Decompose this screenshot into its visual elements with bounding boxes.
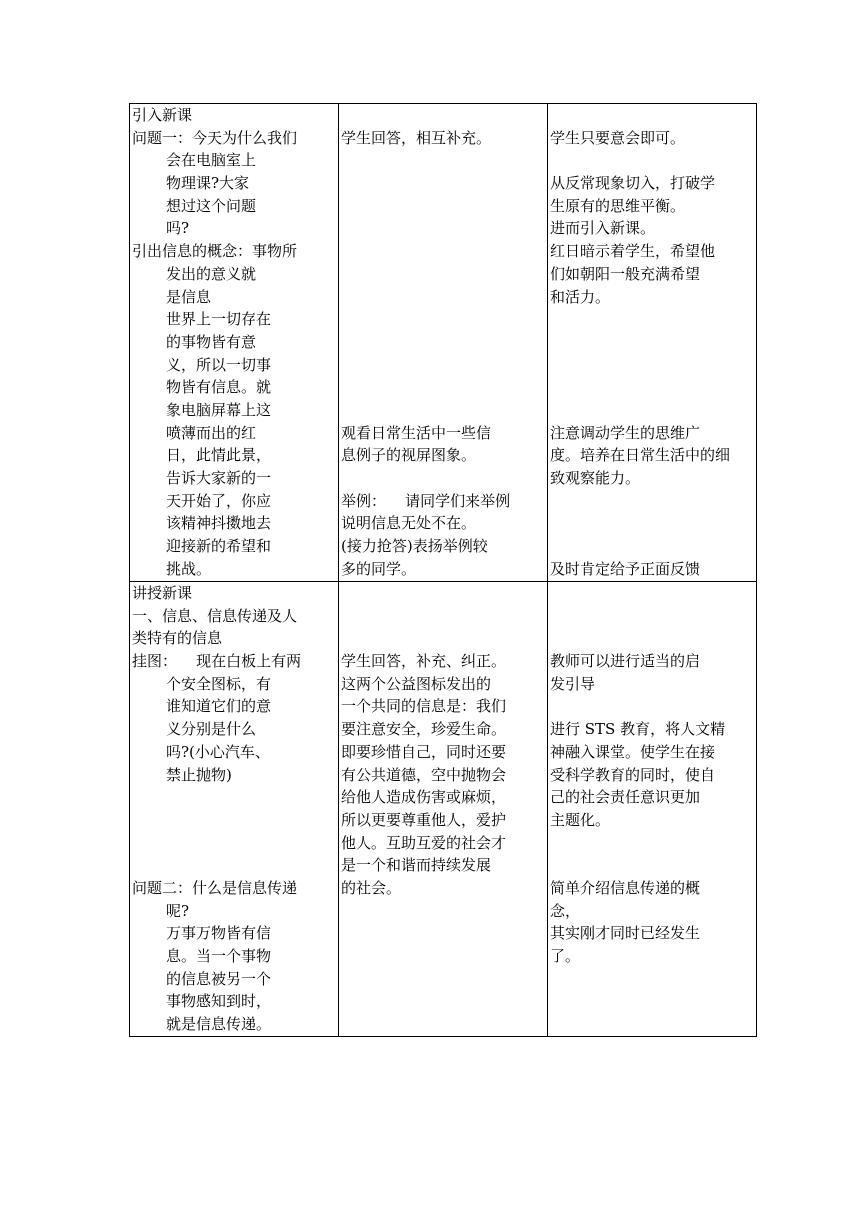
text-line: 神融入课堂。使学生在接 bbox=[550, 742, 716, 761]
text-line: 要注意安全，珍爱生命。 bbox=[341, 720, 507, 739]
text-line: 想过这个问题 bbox=[166, 196, 257, 215]
text-line: 学生只要意会即可。 bbox=[550, 128, 686, 147]
text-line bbox=[339, 354, 547, 377]
text-line: 及时肯定给予正面反馈 bbox=[550, 559, 701, 578]
text-line: 举例： 请同学们来举例 bbox=[341, 491, 511, 510]
text-line: 义分别是什么 bbox=[166, 720, 257, 739]
text-line: 该精神抖擞地去 bbox=[166, 514, 272, 533]
text-line: 引出信息的概念：事物所 bbox=[132, 242, 298, 261]
text-line: 注意调动学生的思维广 bbox=[550, 423, 701, 442]
text-line: 物皆有信息。就 bbox=[166, 378, 272, 397]
text-line bbox=[339, 990, 547, 1013]
text-line bbox=[548, 832, 756, 855]
text-line bbox=[548, 354, 756, 377]
design-intent-cell bbox=[548, 104, 757, 582]
text-line: 是信息 bbox=[166, 287, 212, 306]
text-line: 简单介绍信息传递的概 bbox=[550, 878, 701, 897]
text-line: 说明信息无处不在。 bbox=[341, 514, 477, 533]
text-line: 就是信息传递。 bbox=[166, 1015, 272, 1034]
text-line: 问题二：什么是信息传递 bbox=[132, 878, 298, 897]
text-line: 物理课?大家 bbox=[166, 174, 250, 193]
text-line: 类特有的信息 bbox=[132, 629, 223, 648]
text-line: 即要珍惜自己，同时还要 bbox=[341, 742, 507, 761]
text-line bbox=[339, 240, 547, 263]
text-line: 象电脑屏幕上这 bbox=[166, 400, 272, 419]
text-line: 其实刚才同时已经发生 bbox=[550, 924, 701, 943]
text-line bbox=[339, 945, 547, 968]
text-line: 学生回答，补充、纠正。 bbox=[341, 652, 507, 671]
text-line: 的社会。 bbox=[341, 878, 402, 897]
text-line: 迎接新的希望和 bbox=[166, 537, 272, 556]
text-line: 教师可以进行适当的启 bbox=[550, 652, 701, 671]
text-line: 万事万物皆有信 bbox=[166, 924, 272, 943]
text-line bbox=[339, 195, 547, 218]
text-line: 问题一：今天为什么我们 bbox=[132, 128, 298, 147]
text-line: 喷薄而出的红 bbox=[166, 423, 257, 442]
text-line bbox=[339, 922, 547, 945]
text-line: 有公共道德，空中抛物会 bbox=[341, 765, 507, 784]
text-line bbox=[339, 308, 547, 331]
text-line: 观看日常生活中一些信 bbox=[341, 423, 492, 442]
text-line: 生原有的思维平衡。 bbox=[550, 196, 686, 215]
text-line: 日，此情此景， bbox=[166, 446, 272, 465]
text-line bbox=[548, 695, 756, 718]
text-line: 挑战。 bbox=[166, 559, 212, 578]
text-line bbox=[548, 968, 756, 991]
text-line: 吗? bbox=[166, 219, 190, 238]
text-line: 世界上一切存在 bbox=[166, 310, 272, 329]
text-line bbox=[339, 217, 547, 240]
table-row bbox=[130, 104, 757, 582]
text-line: 的事物皆有意 bbox=[166, 332, 257, 351]
text-line: 所以更要尊重他人，爱护 bbox=[341, 810, 507, 829]
text-line: 告诉大家新的一 bbox=[166, 469, 272, 487]
text-line bbox=[548, 582, 756, 605]
text-line: 他人。互助互爱的社会才 bbox=[341, 833, 507, 852]
teacher-activity-cell bbox=[130, 582, 339, 1037]
text-line bbox=[339, 900, 547, 923]
text-line bbox=[339, 331, 547, 354]
text-line: 从反常现象切入，打破学 bbox=[550, 174, 716, 193]
text-line: 给他人造成伤害或麻烦， bbox=[341, 788, 507, 807]
text-line: 进而引入新课。 bbox=[550, 219, 656, 238]
text-line bbox=[548, 535, 756, 558]
text-line: 红日暗示着学生，希望他 bbox=[550, 242, 716, 261]
text-line bbox=[548, 308, 756, 331]
text-line: 的信息被另一个 bbox=[166, 969, 272, 988]
text-line bbox=[339, 968, 547, 991]
text-line: 挂图： 现在白板上有两 bbox=[132, 652, 302, 671]
text-line bbox=[339, 605, 547, 628]
text-line bbox=[130, 809, 338, 832]
text-line bbox=[548, 399, 756, 422]
text-line bbox=[548, 605, 756, 628]
text-line: 发出的意义就 bbox=[166, 264, 257, 283]
text-line: 己的社会责任意识更加 bbox=[550, 788, 701, 807]
text-line: 个安全图标，有 bbox=[166, 674, 272, 693]
text-line: 度。培养在日常生活中的细 bbox=[550, 446, 731, 465]
text-line bbox=[548, 512, 756, 535]
text-line bbox=[339, 582, 547, 605]
text-line: 讲授新课 bbox=[132, 584, 193, 602]
text-line bbox=[339, 399, 547, 422]
text-line: 一、信息、信息传递及人 bbox=[132, 606, 298, 625]
design-intent-cell bbox=[548, 582, 757, 1037]
text-line: 呢? bbox=[166, 901, 190, 920]
text-line bbox=[548, 990, 756, 1013]
text-line: 发引导 bbox=[550, 674, 596, 693]
text-line bbox=[339, 1013, 547, 1036]
text-line: 们如朝阳一般充满希望 bbox=[550, 264, 701, 283]
text-line: 致观察能力。 bbox=[550, 469, 641, 487]
text-line: 天开始了，你应 bbox=[166, 491, 272, 510]
table-row bbox=[130, 582, 757, 1037]
text-line: 谁知道它们的意 bbox=[166, 697, 272, 716]
text-line: 禁止抛物) bbox=[166, 765, 232, 784]
text-line: 了。 bbox=[550, 947, 581, 965]
text-line: 会在电脑室上 bbox=[166, 151, 257, 170]
text-line: 念， bbox=[550, 901, 581, 920]
text-line: 吗?(小心汽车、 bbox=[166, 742, 270, 761]
text-line bbox=[339, 467, 547, 490]
text-line: 受科学教育的同时，使自 bbox=[550, 765, 716, 784]
text-line bbox=[339, 149, 547, 172]
text-line: 息。当一个事物 bbox=[166, 947, 272, 965]
text-line: 多的同学。 bbox=[341, 559, 417, 578]
text-line bbox=[548, 854, 756, 877]
text-line: 一个共同的信息是：我们 bbox=[341, 697, 507, 716]
student-activity-cell bbox=[339, 104, 548, 582]
text-line: 进行 STS 教育，将人文精 bbox=[550, 720, 726, 739]
text-line: 这两个公益图标发出的 bbox=[341, 674, 492, 693]
text-line bbox=[339, 263, 547, 286]
text-line: 主题化。 bbox=[550, 810, 611, 829]
text-line bbox=[339, 286, 547, 309]
text-line: 事物感知到时， bbox=[166, 992, 272, 1011]
text-line: 学生回答，相互补充。 bbox=[341, 128, 492, 147]
teacher-activity-cell bbox=[130, 104, 339, 582]
text-line bbox=[548, 376, 756, 399]
lesson-plan-table bbox=[129, 103, 757, 1037]
text-line bbox=[548, 104, 756, 127]
text-line bbox=[339, 376, 547, 399]
student-activity-cell bbox=[339, 582, 548, 1037]
text-line bbox=[130, 854, 338, 877]
table-body bbox=[130, 104, 757, 1037]
text-line bbox=[339, 172, 547, 195]
text-line bbox=[548, 149, 756, 172]
text-line bbox=[548, 1013, 756, 1036]
text-line: 和活力。 bbox=[550, 287, 611, 306]
text-line bbox=[130, 832, 338, 855]
text-line: 引入新课 bbox=[132, 106, 193, 124]
text-line bbox=[339, 627, 547, 650]
text-line bbox=[548, 490, 756, 513]
text-line bbox=[130, 786, 338, 809]
text-line: (接力抢答)表扬举例较 bbox=[341, 537, 488, 556]
text-line bbox=[548, 331, 756, 354]
text-line bbox=[548, 627, 756, 650]
text-line bbox=[339, 104, 547, 127]
text-line: 息例子的视屏图象。 bbox=[341, 446, 477, 465]
text-line: 是一个和谐而持续发展 bbox=[341, 856, 492, 875]
text-line: 义，所以一切事 bbox=[166, 355, 272, 374]
